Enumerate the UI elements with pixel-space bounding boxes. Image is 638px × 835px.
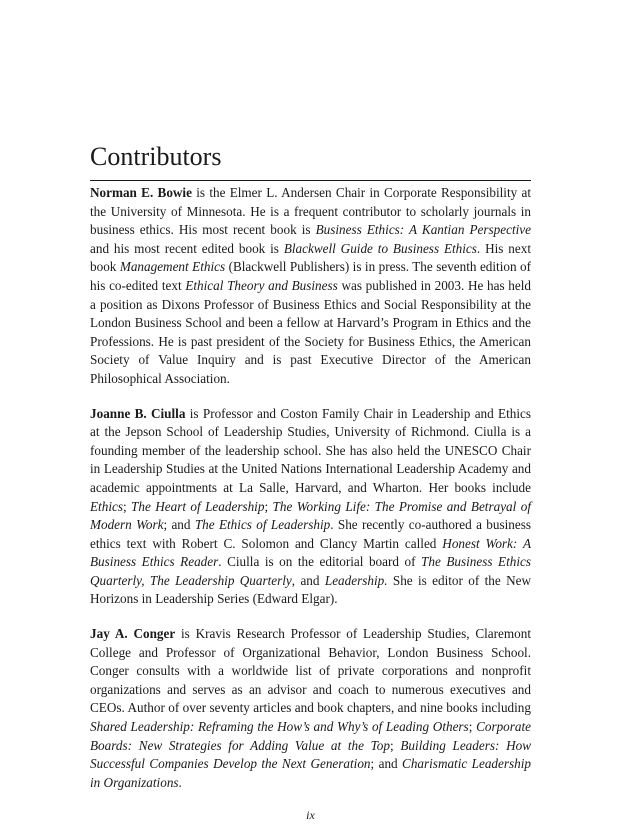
bio-text: is Kravis Research Professor of Leadership Studies, Claremont College and Professor of Organizational Behavior, London Business School. Conger consults with a worldwide list of private corporations and nonprofit organizations and serves as an advisor and coach to numerous executives and CEOs. Author of over seventy articles and book chapters, and nine books including — [90, 626, 532, 716]
work-title: The Working Life: The Promise and Betrayal of Modern Work — [90, 498, 531, 533]
bio-text: ; — [264, 498, 273, 514]
work-title: Business Ethics: A Kantian Perspective — [315, 222, 531, 238]
bio-text: . Ciulla is on the editorial board of — [218, 554, 422, 570]
bio-text: She is editor of the New Horizons in Leadership Series (Edward Elgar). — [90, 572, 531, 607]
bio-text: ; — [390, 737, 401, 753]
work-title: Blackwell Guide to Business Ethics — [283, 240, 477, 256]
document-page — [90, 0, 531, 835]
work-title: The Heart of Leadership — [131, 498, 265, 514]
work-title: The Business Ethics Quarterly, The Leadership Quarterly — [90, 554, 531, 588]
work-title: Leadership. — [324, 572, 388, 588]
contributor-name: Joanne B. Ciulla — [90, 405, 186, 421]
bio-text: (Blackwell Publishers) is in press. The seventh edition of his co-edited text — [90, 259, 532, 293]
bio-text: ; and — [163, 517, 195, 533]
work-title: The Ethics of Leadership — [194, 517, 331, 533]
work-title: Charismatic Leadership in Organizations — [90, 756, 531, 790]
contributor-name: Norman E. Bowie — [90, 185, 192, 200]
bio-text: is Professor and Coston Family Chair in Leadership and Ethics at the Jepson School of Leadership Studies, University of Richmond. Ciulla is a founding member of the leadership school. She has also held the UNESCO Chair in Leadership Studies at the United Nations International Leadership Academy and academic appointments at La Salle, Harvard, and Wharton. Her books include — [90, 405, 532, 495]
work-title: Management Ethics — [119, 259, 226, 275]
contributor-entry — [90, 184, 531, 389]
bio-text: ; — [468, 719, 477, 735]
bio-text: . His next book — [90, 240, 531, 275]
page-number: ix — [306, 808, 315, 822]
work-title: Ethical Theory and Business — [185, 277, 338, 293]
work-title: Shared Leadership: Reframing the How’s and Why’s of Leading Others — [90, 719, 469, 735]
work-title: Corporate Boards: New Strategies for Adding Value at the Top — [90, 719, 532, 753]
contributor-name: Jay A. Conger — [90, 626, 176, 642]
contributor-list — [90, 184, 531, 808]
work-title: Ethics — [90, 498, 123, 514]
work-title: Honest Work: A Business Ethics Reader — [90, 535, 532, 570]
page-title: Contributors — [90, 140, 531, 181]
bio-text: and his most recent edited book is — [90, 240, 284, 256]
bio-text: ; and — [370, 756, 403, 772]
bio-text: , and — [291, 572, 325, 588]
work-title: Building Leaders: How Successful Companies Develop the Next Generation — [90, 737, 531, 772]
bio-text: is the Elmer L. Andersen Chair in Corporate Responsibility at the University of Minnesota. He is a frequent contributor to scholarly journals in business ethics. His most recent book is — [90, 185, 532, 238]
bio-text: . She recently co-authored a business ethics text with Robert C. Solomon and Clancy Martin called — [90, 517, 531, 551]
bio-text: ; — [122, 498, 132, 514]
bio-text: was published in 2003. He has held a position as Dixons Professor of Business Ethics and Social Responsibility at the London Business School and been a fellow at Harvard’s Program in Ethics and the Professions. He is past president of the Society for Business Ethics, the American Society of Value Inquiry and is past Executive Director of the American Philosophical Association. — [90, 277, 531, 386]
contributor-entry — [90, 405, 531, 610]
bio-text: . — [178, 774, 182, 790]
contributor-entry — [90, 625, 531, 792]
